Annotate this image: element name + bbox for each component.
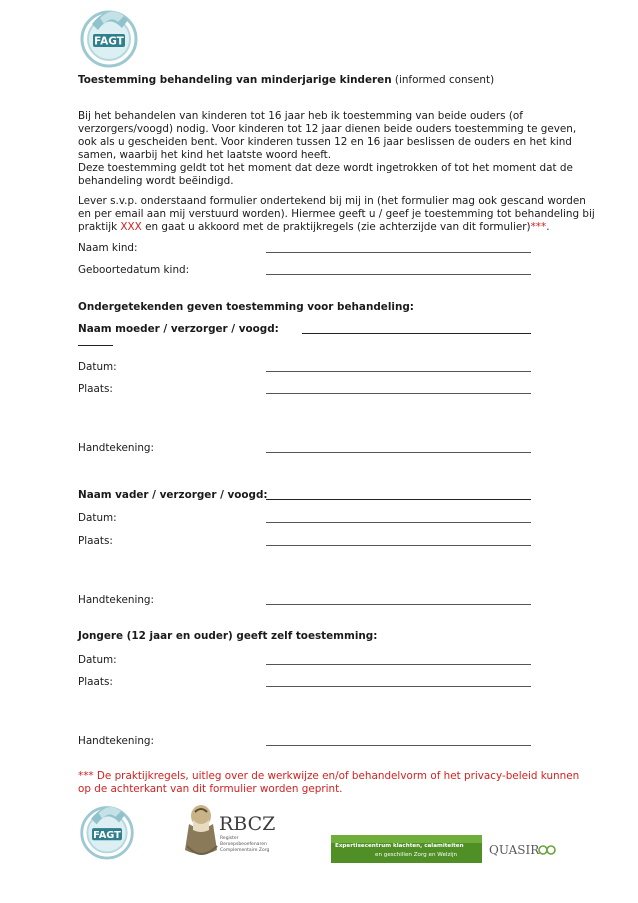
mother-signature-field[interactable] <box>266 452 531 453</box>
title-subtitle: (informed consent) <box>394 74 495 86</box>
father-name-field[interactable] <box>266 499 531 500</box>
youth-heading: Jongere (12 jaar en ouder) geeft zelf toestemming: <box>78 630 378 642</box>
intro-line: samen, waarbij het kind het laatste woord heeft. <box>78 149 332 161</box>
rbcz-logo <box>183 802 283 866</box>
mother-name-label: Naam moeder / verzorger / voogd: <box>78 323 279 335</box>
instruction-text: . <box>546 221 550 233</box>
rbcz-emblem-icon <box>183 802 283 866</box>
fagt-logo-footer <box>78 800 136 860</box>
mother-place-field[interactable] <box>266 393 531 394</box>
fagt-footer-logo-text: FAGT <box>93 829 121 841</box>
mother-date-field[interactable] <box>266 371 531 372</box>
quasir-text: QUASIR <box>489 843 540 857</box>
mother-signature-label: Handtekening: <box>78 442 155 454</box>
child-name-field[interactable] <box>266 252 531 253</box>
footnote-line: *** De praktijkregels, uitleg over de werkwijze en/of behandelvorm of het privacy-beleid kunnen <box>78 770 580 782</box>
instruction-text: praktijk <box>78 221 121 233</box>
title-bold: Toestemming behandeling van minderjarige kinderen <box>78 74 392 86</box>
youth-signature-label: Handtekening: <box>78 735 155 747</box>
instruction-line: Lever s.v.p. onderstaand formulier ondertekend bij mij in (het formulier mag ook gescand worden <box>78 195 586 207</box>
youth-place-label: Plaats: <box>78 676 113 688</box>
intro-line: Bij het behandelen van kinderen tot 16 jaar heb ik toestemming van beide ouders (of <box>78 110 523 122</box>
child-dob-label: Geboortedatum kind: <box>78 264 190 276</box>
mother-name-field[interactable] <box>302 333 531 334</box>
signers-heading: Ondergetekenden geven toestemming voor behandeling: <box>78 301 414 313</box>
intro-line: behandeling wordt beëindigd. <box>78 175 234 187</box>
instruction-paragraph <box>78 195 595 234</box>
child-name-label: Naam kind: <box>78 242 138 254</box>
instruction-line-3 <box>78 221 595 234</box>
father-place-field[interactable] <box>266 545 531 546</box>
youth-place-field[interactable] <box>266 686 531 687</box>
child-dob-field[interactable] <box>266 274 531 275</box>
mother-date-label: Datum: <box>78 361 117 373</box>
intro-line: verzorgers/voogd) nodig. Voor kinderen tot 12 jaar dienen beide ouders toestemming te geven, <box>78 123 577 135</box>
expertisecentrum-logo <box>331 835 482 863</box>
expertise-line-1: Expertisecentrum klachten, calamiteiten <box>335 843 464 849</box>
father-date-label: Datum: <box>78 512 117 524</box>
fagt-header-logo-text: FAGT <box>94 35 124 48</box>
father-signature-label: Handtekening: <box>78 594 155 606</box>
father-signature-field[interactable] <box>266 604 531 605</box>
footnote <box>78 770 579 796</box>
intro-line: ook als u gescheiden bent. Voor kinderen tussen 12 en 16 jaar beslissen de ouders en het kind <box>78 136 572 148</box>
quasir-wordmark-icon <box>487 835 559 863</box>
mother-name-field-continuation <box>78 345 113 346</box>
rbcz-sub2: Beroepsbeoefenaren <box>220 842 267 847</box>
quasir-logo <box>487 835 559 863</box>
expertise-banner-icon <box>331 835 482 863</box>
footnote-line: op de achterkant van dit formulier worden geprint. <box>78 783 343 795</box>
intro-paragraph <box>78 110 576 188</box>
fagt-emblem-icon <box>78 800 136 860</box>
father-name-label: Naam vader / verzorger / voogd: <box>78 489 268 501</box>
youth-date-field[interactable] <box>266 664 531 665</box>
instruction-line: en per email aan mij verstuurd worden). Hiermee geeft u / geef je toestemming tot behandeling bij <box>78 208 595 220</box>
page-title <box>78 74 494 87</box>
father-place-label: Plaats: <box>78 535 113 547</box>
rbcz-sub3: Complementaire Zorg <box>220 848 270 853</box>
father-date-field[interactable] <box>266 522 531 523</box>
youth-signature-field[interactable] <box>266 745 531 746</box>
youth-date-label: Datum: <box>78 654 117 666</box>
intro-line: Deze toestemming geldt tot het moment dat deze wordt ingetrokken of tot het moment dat de <box>78 162 573 174</box>
fagt-emblem-icon <box>78 4 140 68</box>
rbcz-sub1: Register <box>220 836 239 841</box>
mother-place-label: Plaats: <box>78 383 113 395</box>
instruction-text: en gaat u akkoord met de praktijkregels (zie achterzijde van dit formulier) <box>141 221 531 233</box>
rbcz-text: RBCZ <box>219 813 276 835</box>
footnote-marker: *** <box>530 221 547 233</box>
expertise-line-2: en geschillen Zorg en Welzijn <box>375 852 458 858</box>
practice-placeholder: XXX <box>120 221 142 233</box>
fagt-logo-header <box>78 4 140 68</box>
